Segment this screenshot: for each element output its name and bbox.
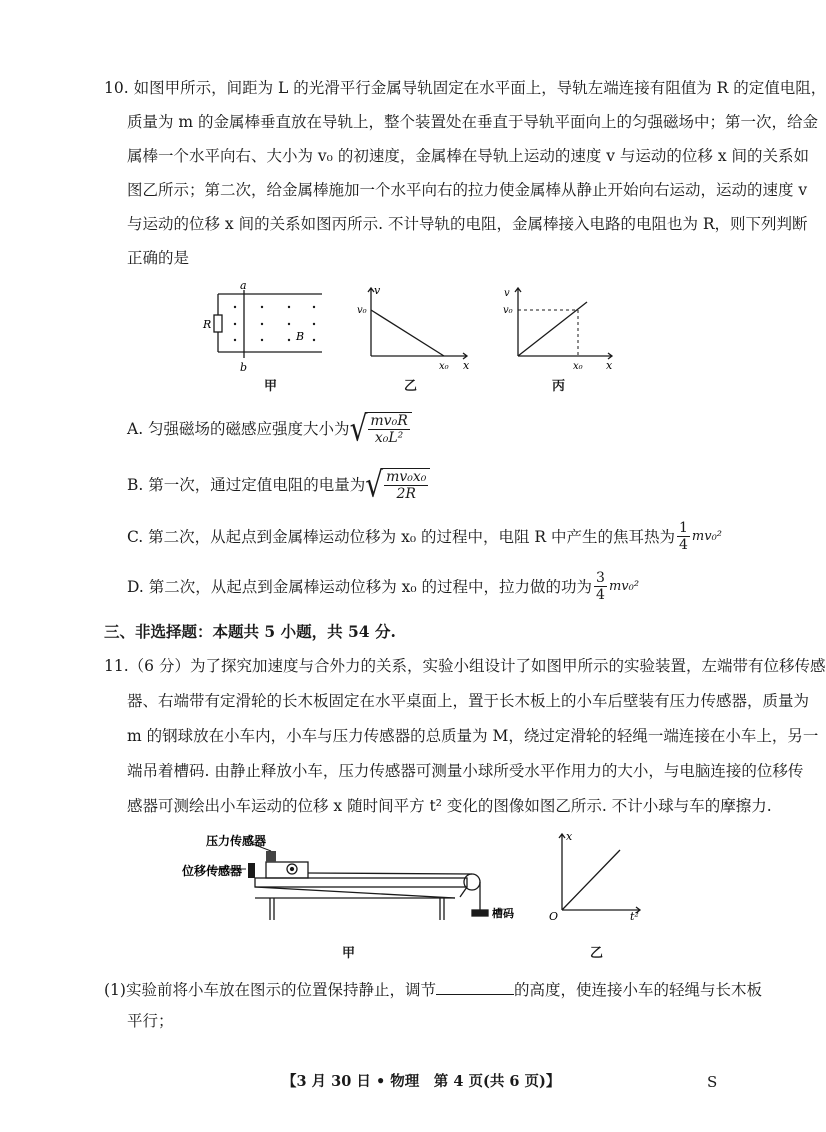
option-c-den: 4 — [679, 537, 688, 553]
option-b-num: mv₀x₀ — [386, 469, 427, 485]
q11-sub1-c: 平行； — [127, 1012, 174, 1030]
q10-figure-bing — [500, 280, 620, 380]
sqrt-b: √ $\frac{\text{mv₀x₀}}{2R}$ — [365, 468, 430, 502]
option-c-tail: mv₀² — [691, 528, 723, 544]
axis-x: x — [566, 830, 573, 843]
label-x0: x₀ — [573, 361, 583, 372]
option-c-text: C. 第二次，从起点到金属棒运动位移为 x₀ 的过程中，电阻 R 中产生的焦耳热为 — [127, 527, 675, 546]
label-x0: x₀ — [439, 361, 449, 372]
q11-sub1-b: 的高度，使连接小车的轻绳与长木板 — [513, 981, 762, 999]
origin-O: O — [549, 910, 559, 923]
axis-t2: t² — [630, 910, 639, 923]
q11-sub1-a: (1)实验前将小车放在图示的位置保持静止，调节 — [104, 981, 436, 999]
option-d-num: 3 — [596, 570, 605, 586]
answer-blank[interactable] — [436, 980, 514, 995]
q11-line-3: m 的钢球放在小车内，小车与压力传感器的总质量为 M，绕过定滑轮的轻绳一端连接在小车上，另一 — [127, 727, 819, 745]
q11-line-4: 端吊着槽码. 由静止释放小车，压力传感器可测量小球所受水平作用力的大小，与电脑连接的位移传 — [127, 762, 804, 780]
footer-mark: S — [707, 1073, 718, 1091]
caption-q11-yi: 乙 — [590, 946, 604, 961]
option-a-den: x₀L² — [374, 430, 404, 446]
option-d-text: D. 第二次，从起点到金属棒运动位移为 x₀ 的过程中，拉力做的功为 — [127, 577, 593, 596]
option-c — [127, 520, 722, 553]
q11-line-5: 感器可测绘出小车运动的位移 x 随时间平方 t² 变化的图像如图乙所示. 不计小球与车的摩擦力. — [127, 797, 772, 815]
option-c-num: 1 — [679, 520, 688, 536]
q10-figure-yi — [355, 280, 480, 380]
option-b-den: 2R — [396, 486, 416, 502]
q10-line-5: 与运动的位移 x 间的关系如图丙所示. 不计导轨的电阻，金属棒接入电路的电阻也为 R，则下列判断 — [127, 215, 808, 233]
q11-line-2: 器、右端带有定滑轮的长木板固定在水平桌面上，置于长木板上的小车后壁装有压力传感器，质量为 — [127, 692, 810, 710]
axis-x: x — [606, 359, 613, 372]
option-d-tail: mv₀² — [608, 578, 640, 594]
option-d-den: 4 — [596, 587, 605, 603]
label-v0: v₀ — [357, 305, 367, 316]
page-footer: 【3 月 30 日 • 物理 第 4 页(共 6 页)】 — [282, 1073, 561, 1090]
section-heading: 三、非选择题：本题共 5 小题，共 54 分. — [104, 622, 396, 641]
label-a: a — [240, 279, 247, 292]
q11-figure-yi — [540, 828, 650, 928]
caption-q10-jia: 甲 — [264, 379, 278, 394]
q10-line-3: 属棒一个水平向右、大小为 v₀ 的初速度，金属棒在导轨上运动的速度 v 与运动的位移 x 间的关系如 — [127, 147, 810, 165]
q10-line-1: 10. 如图甲所示，间距为 L 的光滑平行金属导轨固定在水平面上，导轨左端连接有阻值为 R 的定值电阻， — [104, 79, 826, 97]
option-a-num: mv₀R — [370, 413, 408, 429]
axis-v: v — [374, 284, 381, 297]
axis-v: v — [504, 288, 510, 299]
q10-line-4: 图乙所示；第二次，给金属棒施加一个水平向右的拉力使金属棒从静止开始向右运动，运动的速度 v — [127, 181, 808, 199]
option-b — [127, 463, 430, 505]
q10-line-6: 正确的是 — [127, 249, 190, 267]
option-d — [127, 570, 639, 603]
label-B: B — [296, 330, 305, 343]
caption-q10-yi: 乙 — [404, 379, 418, 394]
label-pressure-sensor: 压力传感器 — [206, 834, 267, 848]
q10-line-2: 质量为 m 的金属棒垂直放在导轨上，整个装置处在垂直于导轨平面向上的匀强磁场中；第一次，给金 — [127, 113, 819, 131]
q11-sub1 — [104, 980, 762, 999]
label-weight: 槽码 — [492, 907, 514, 920]
label-v0: v₀ — [503, 305, 513, 316]
q10-figure-jia — [200, 279, 330, 387]
option-a — [127, 407, 412, 449]
axis-x: x — [463, 359, 470, 372]
label-R: R — [203, 318, 212, 331]
option-a-text: A. 匀强磁场的磁感应强度大小为 — [127, 420, 350, 438]
sqrt-a: √ $\frac{\text{mv₀R}}{\text{x₀L²}}$ — [350, 412, 412, 446]
option-b-text: B. 第一次，通过定值电阻的电量为 — [127, 476, 366, 494]
label-displacement-sensor: 位移传感器 — [182, 864, 243, 878]
q11-figure-jia — [180, 825, 514, 935]
caption-q10-bing: 丙 — [552, 379, 566, 394]
label-b: b — [240, 361, 248, 374]
caption-q11-jia: 甲 — [342, 946, 356, 961]
q11-line-1: 11.（6 分）为了探究加速度与合外力的关系，实验小组设计了如图甲所示的实验装置，左端带有位移传感 — [104, 657, 826, 675]
